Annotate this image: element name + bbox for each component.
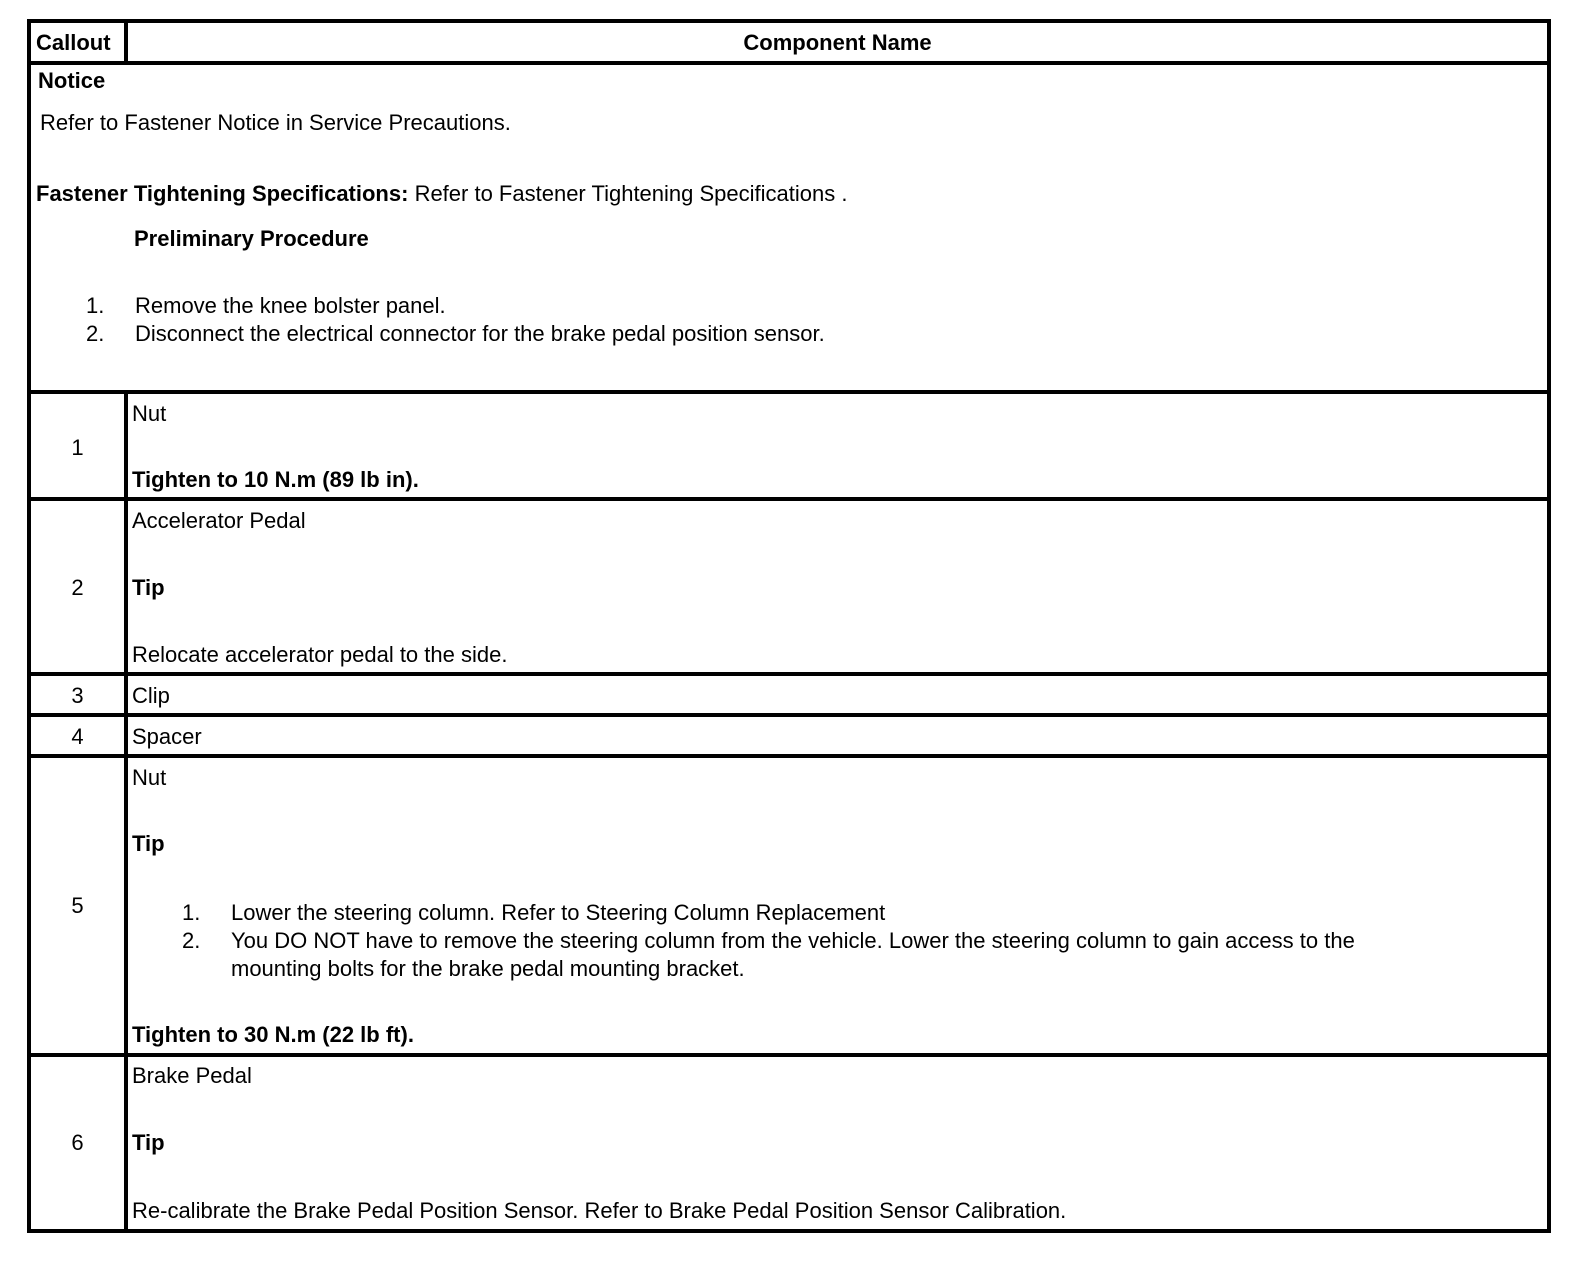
preliminary-procedure-title: Preliminary Procedure [134,226,369,251]
component-name: Spacer [132,724,202,749]
preliminary-step-text: Disconnect the electrical connector for the brake pedal position sensor. [135,321,825,346]
tip-step-number: 1. [182,900,201,925]
fastener-spec-label: Fastener Tightening Specifications: [36,181,409,206]
row-5-bottom-rule [29,1053,1549,1057]
preliminary-step-text: Remove the knee bolster panel. [135,293,446,318]
callout-number: 2 [71,575,84,600]
preliminary-step-number: 2. [86,321,105,346]
fastener-spec-line [36,181,847,207]
fastener-spec-link[interactable]: Refer to Fastener Tightening Specifications . [414,181,848,206]
row-2-bottom-rule [29,672,1549,676]
callout-number: 4 [71,724,84,749]
fastener-notice-link[interactable]: Fastener Notice [124,110,280,135]
component-name: Brake Pedal [132,1063,252,1088]
notice-bottom-rule [29,390,1549,394]
callout-number: 5 [71,893,84,918]
component-name: Nut [132,401,167,426]
header-component-name: Component Name [743,30,932,55]
header-callout: Callout [36,30,111,55]
row-3-bottom-rule [29,713,1549,717]
component-name: Clip [132,683,170,708]
tip-step-text: You DO NOT have to remove the steering column from the vehicle. Lower the steering column to gain access to the [231,928,1355,953]
callout-number: 1 [71,435,84,460]
torque-spec: Tighten to 10 N.m (89 lb in). [132,467,419,492]
row-1-bottom-rule [29,497,1549,501]
notice-title: Notice [38,68,106,93]
preliminary-step-number: 1. [86,293,105,318]
header-bottom-rule [29,61,1549,65]
tip-step-number: 2. [182,928,201,953]
component-name: Nut [132,765,167,790]
notice-text-prefix: Refer to [40,110,119,135]
callout-number: 3 [71,683,84,708]
tip-label: Tip [132,1130,165,1155]
notice-text [40,110,511,136]
notice-text-suffix: in Service Precautions. [285,110,511,135]
callout-number: 6 [71,1130,84,1155]
component-name: Accelerator Pedal [132,508,306,533]
torque-spec: Tighten to 30 N.m (22 lb ft). [132,1022,414,1047]
tip-step-text-continued: mounting bolts for the brake pedal mounting bracket. [231,956,745,981]
tip-label: Tip [132,575,165,600]
tip-step-text[interactable]: Lower the steering column. Refer to Steering Column Replacement [231,900,886,925]
tip-label: Tip [132,831,165,856]
tip-text: Relocate accelerator pedal to the side. [132,642,508,667]
row-4-bottom-rule [29,754,1549,758]
tip-text[interactable]: Re-calibrate the Brake Pedal Position Sensor. Refer to Brake Pedal Position Sensor Calibration. [132,1198,1067,1223]
rows-column-divider [124,390,128,1233]
